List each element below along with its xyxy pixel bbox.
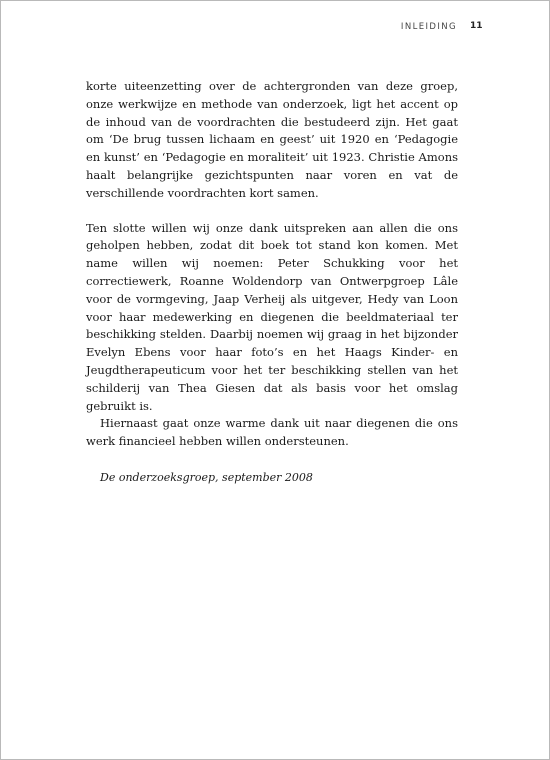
body-text xyxy=(86,78,458,487)
paragraph-2: Ten slotte willen wij onze dank uitspreken aan allen die ons geholpen hebben, zodat dit boek tot stand kon komen. Met name willen wij noemen: Peter Schukking voor het correctiewerk, Roanne Woldendorp van Ontwerpgroep Lâle voor de vormgeving, Jaap Verheij als uitgever, Hedy van Loon voor haar medewerking en diegenen die beeldmateriaal ter beschikking stelden. Daarbij noemen wij graag in het bijzonder Evelyn Ebens voor haar foto’s en het Haags Kinder- en Jeugdtherapeuticum voor het ter beschikking stellen van het schilderij van Thea Giesen dat als basis voor het omslag gebruikt is. xyxy=(86,220,458,413)
paragraph-3: Hiernaast gaat onze warme dank uit naar diegenen die ons werk financieel hebben willen ondersteunen. xyxy=(86,416,458,449)
running-head: INLEIDING xyxy=(400,22,457,32)
signature: De onderzoeksgroep, september 2008 xyxy=(100,470,313,484)
page-number: 11 xyxy=(470,21,483,31)
paragraph-1: korte uiteenzetting over de achtergronden van deze groep, onze werkwijze en methode van onderzoek, ligt het accent op de inhoud van de voordrachten die bestudeerd zijn. Het gaat om ‘De brug tussen lichaam en geest’ uit 1920 en ‘Pedagogie en kunst’ en ‘Pedagogie en moraliteit’ uit 1923. Christie Amons haalt belangrijke gezichtspunten naar voren en vat de verschillende voordrachten kort samen. xyxy=(86,79,458,200)
